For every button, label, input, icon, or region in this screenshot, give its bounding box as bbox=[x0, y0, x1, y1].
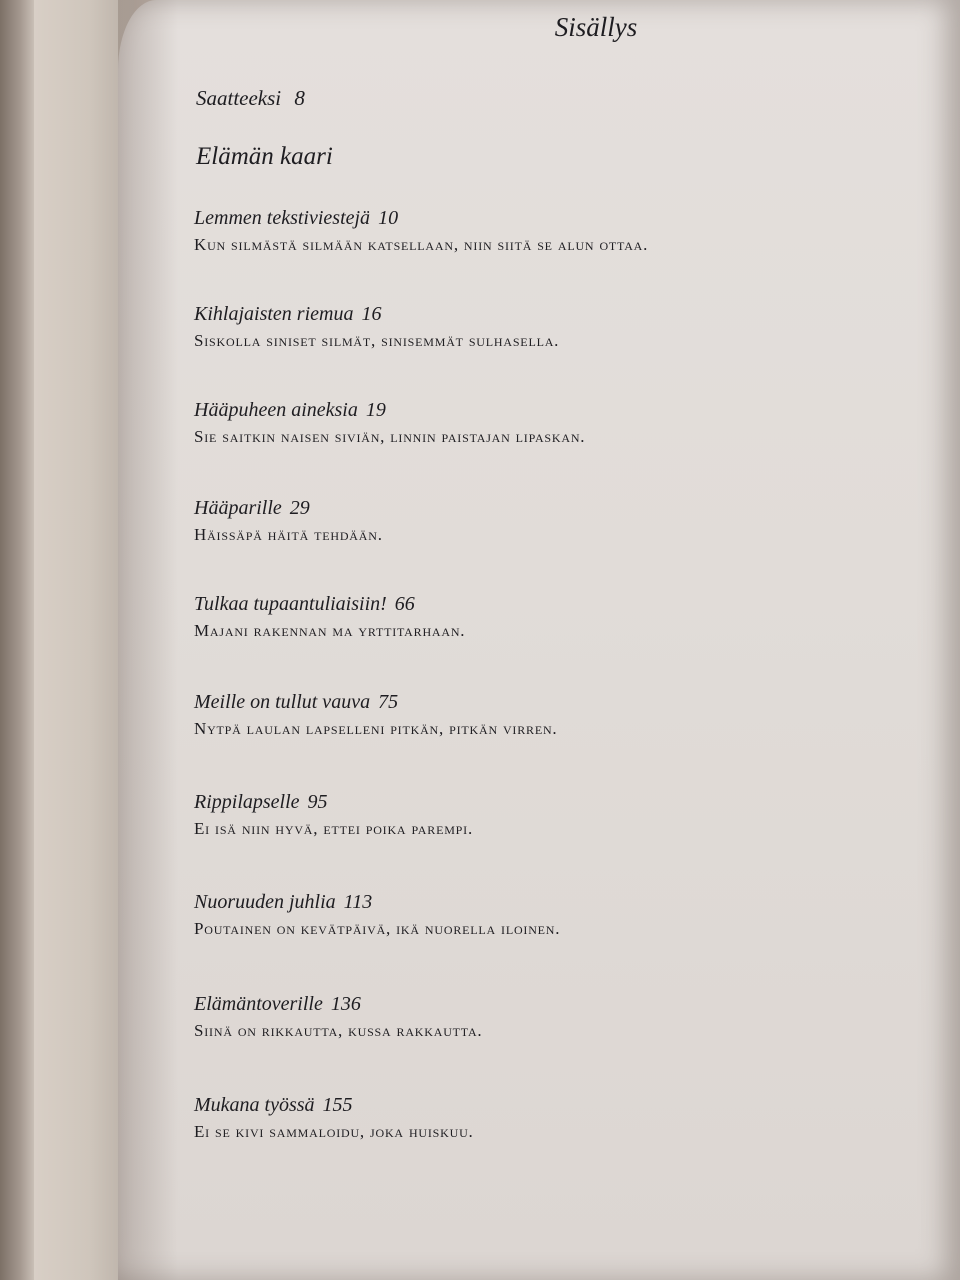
toc-entry-title bbox=[194, 889, 914, 915]
toc-entry-title bbox=[194, 991, 914, 1017]
toc-entry-title-text: Rippilapselle bbox=[194, 791, 300, 813]
toc-entry bbox=[194, 991, 914, 1043]
toc-entry-proverb: Ei isä niin hyvä, ettei poika parempi. bbox=[194, 819, 474, 838]
toc-entry-title-text: Elämäntoverille bbox=[194, 993, 323, 1015]
toc-entry bbox=[194, 689, 914, 741]
toc-entry-page-number: 29 bbox=[289, 497, 310, 519]
toc-intro-label: Saatteeksi bbox=[196, 86, 282, 110]
toc-entry bbox=[194, 301, 914, 353]
toc-entry-title bbox=[194, 397, 914, 423]
toc-entry bbox=[194, 889, 914, 941]
toc-entry-proverb: Nytpä laulan lapselleni pitkän, pitkän virren. bbox=[194, 719, 558, 738]
toc-entry-title bbox=[194, 1092, 914, 1118]
toc-entry-title-text: Hääparille bbox=[194, 497, 282, 519]
toc-entry-proverb: Kun silmästä silmään katsellaan, niin siitä se alun ottaa. bbox=[194, 235, 649, 254]
toc-entry bbox=[194, 495, 914, 547]
toc-entry-page-number: 95 bbox=[307, 791, 328, 813]
toc-entry-title-text: Nuoruuden juhlia bbox=[194, 891, 336, 913]
toc-entry bbox=[194, 397, 914, 449]
toc-entry-title-text: Mukana työssä bbox=[194, 1094, 315, 1116]
toc-entry-page-number: 19 bbox=[365, 399, 386, 421]
toc-entry bbox=[194, 205, 914, 257]
toc-entry-title-text: Lemmen tekstiviestejä bbox=[194, 207, 371, 229]
toc-entry-proverb: Häissäpä häitä tehdään. bbox=[194, 525, 383, 544]
toc-entry bbox=[194, 1092, 914, 1144]
toc-entry-proverb: Siinä on rikkautta, kussa rakkautta. bbox=[194, 1021, 483, 1040]
toc-entry-page-number: 75 bbox=[378, 691, 399, 713]
section-heading: Elämän kaari bbox=[196, 143, 333, 170]
toc-entry-title bbox=[194, 205, 914, 231]
toc-entry-proverb: Ei se kivi sammaloidu, joka huiskuu. bbox=[194, 1122, 474, 1141]
toc-entry-title bbox=[194, 495, 914, 521]
toc-entry-title bbox=[194, 301, 914, 327]
toc-entry-page-number: 16 bbox=[361, 303, 382, 325]
toc-entry-title bbox=[194, 689, 914, 715]
toc-entry-page-number: 66 bbox=[394, 593, 415, 615]
toc-entry-page-number: 10 bbox=[378, 207, 399, 229]
toc-entry bbox=[194, 591, 914, 643]
book-gutter-shadow bbox=[0, 0, 34, 1280]
toc-intro-page: 8 bbox=[294, 86, 305, 110]
book-page bbox=[118, 0, 960, 1280]
toc-entry-proverb: Siskolla siniset silmät, sinisemmät sulhasella. bbox=[194, 331, 560, 350]
toc-entry-title-text: Meille on tullut vauva bbox=[194, 691, 371, 713]
toc-entry-title-text: Hääpuheen aineksia bbox=[194, 399, 358, 421]
page-title: Sisällys bbox=[554, 12, 638, 42]
toc-entry-proverb: Poutainen on kevätpäivä, ikä nuorella iloinen. bbox=[194, 919, 561, 938]
toc-entry bbox=[194, 789, 914, 841]
toc-entry-title-text: Tulkaa tupaantuliaisiin! bbox=[194, 593, 387, 615]
toc-entry-proverb: Sie saitkin naisen siviän, linnin paistajan lipaskan. bbox=[194, 427, 586, 446]
toc-entry-title bbox=[194, 789, 914, 815]
toc-entry-page-number: 136 bbox=[330, 993, 361, 1015]
toc-entry-page-number: 155 bbox=[322, 1094, 353, 1116]
toc-entry-title-text: Kihlajaisten riemua bbox=[194, 303, 354, 325]
toc-entry-page-number: 113 bbox=[343, 891, 373, 913]
toc-entry-title bbox=[194, 591, 914, 617]
toc-intro-entry bbox=[196, 86, 305, 111]
toc-entry-proverb: Majani rakennan ma yrttitarhaan. bbox=[194, 621, 466, 640]
